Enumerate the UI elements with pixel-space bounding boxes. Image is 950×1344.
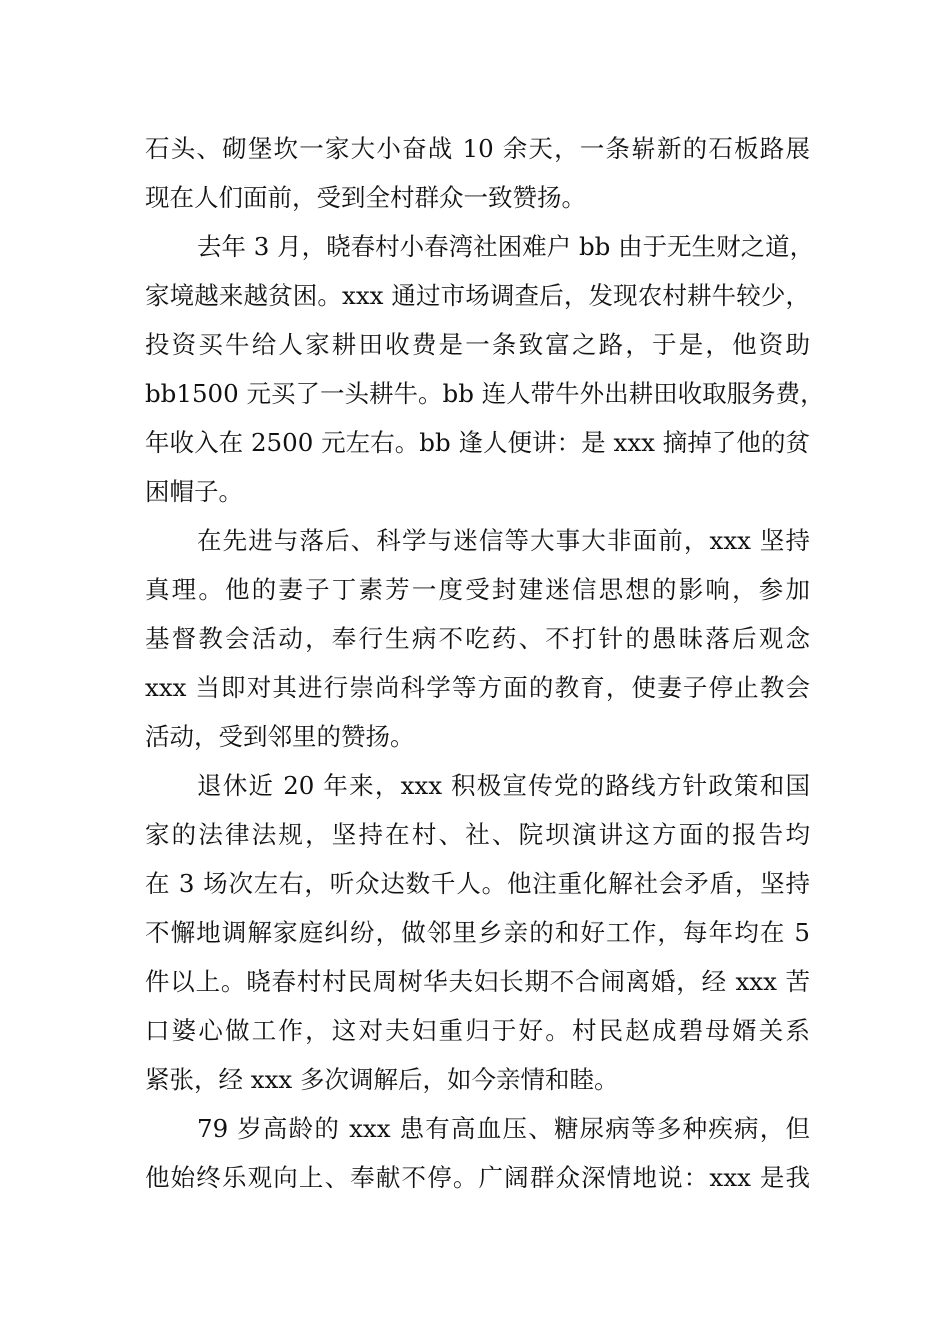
text-line-9: 在先进与落后、科学与迷信等大事大非面前，xxx 坚持 (197, 526, 810, 555)
text-line-11: 基督教会活动，奉行生病不吃药、不打针的愚昧落后观念 (145, 624, 810, 653)
text-line-8: 困帽子。 (145, 477, 243, 506)
text-line-21: 79 岁高龄的 xxx 患有高血压、糖尿病等多种疾病，但 (197, 1114, 810, 1143)
text-line-15: 家的法律法规，坚持在村、社、院坝演讲这方面的报告均 (145, 820, 810, 849)
text-line-14: 退休近 20 年来，xxx 积极宣传党的路线方针政策和国 (197, 771, 810, 800)
text-line-17: 不懈地调解家庭纠纷，做邻里乡亲的和好工作，每年均在 5 (145, 918, 810, 947)
text-line-22: 他始终乐观向上、奉献不停。广阔群众深情地说：xxx 是我 (145, 1163, 810, 1192)
text-line-10: 真理。他的妻子丁素芳一度受封建迷信思想的影响，参加 (145, 575, 810, 604)
text-line-6: bb1500 元买了一头耕牛。bb 连人带牛外出耕田收取服务费， (145, 379, 825, 408)
text-line-12: xxx 当即对其进行崇尚科学等方面的教育，使妻子停止教会 (145, 673, 810, 702)
text-line-1: 石头、砌堡坎一家大小奋战 10 余天，一条崭新的石板路展 (145, 134, 810, 163)
text-line-2: 现在人们面前，受到全村群众一致赞扬。 (145, 183, 586, 212)
text-line-16: 在 3 场次左右，听众达数千人。他注重化解社会矛盾，坚持 (145, 869, 810, 898)
text-line-20: 紧张，经 xxx 多次调解后，如今亲情和睦。 (145, 1065, 619, 1094)
text-line-13: 活动，受到邻里的赞扬。 (145, 722, 415, 751)
text-line-18: 件以上。晓春村村民周树华夫妇长期不合闹离婚，经 xxx 苦 (145, 967, 810, 996)
text-line-4: 家境越来越贫困。xxx 通过市场调查后，发现农村耕牛较少， (145, 281, 810, 310)
document-body (145, 124, 825, 1202)
text-line-19: 口婆心做工作，这对夫妇重归于好。村民赵成碧母婿关系 (145, 1016, 810, 1045)
text-line-7: 年收入在 2500 元左右。bb 逢人便讲：是 xxx 摘掉了他的贫 (145, 428, 810, 457)
text-line-3: 去年 3 月，晓春村小春湾社困难户 bb 由于无生财之道， (197, 232, 815, 261)
text-line-5: 投资买牛给人家耕田收费是一条致富之路，于是，他资助 (145, 330, 810, 359)
